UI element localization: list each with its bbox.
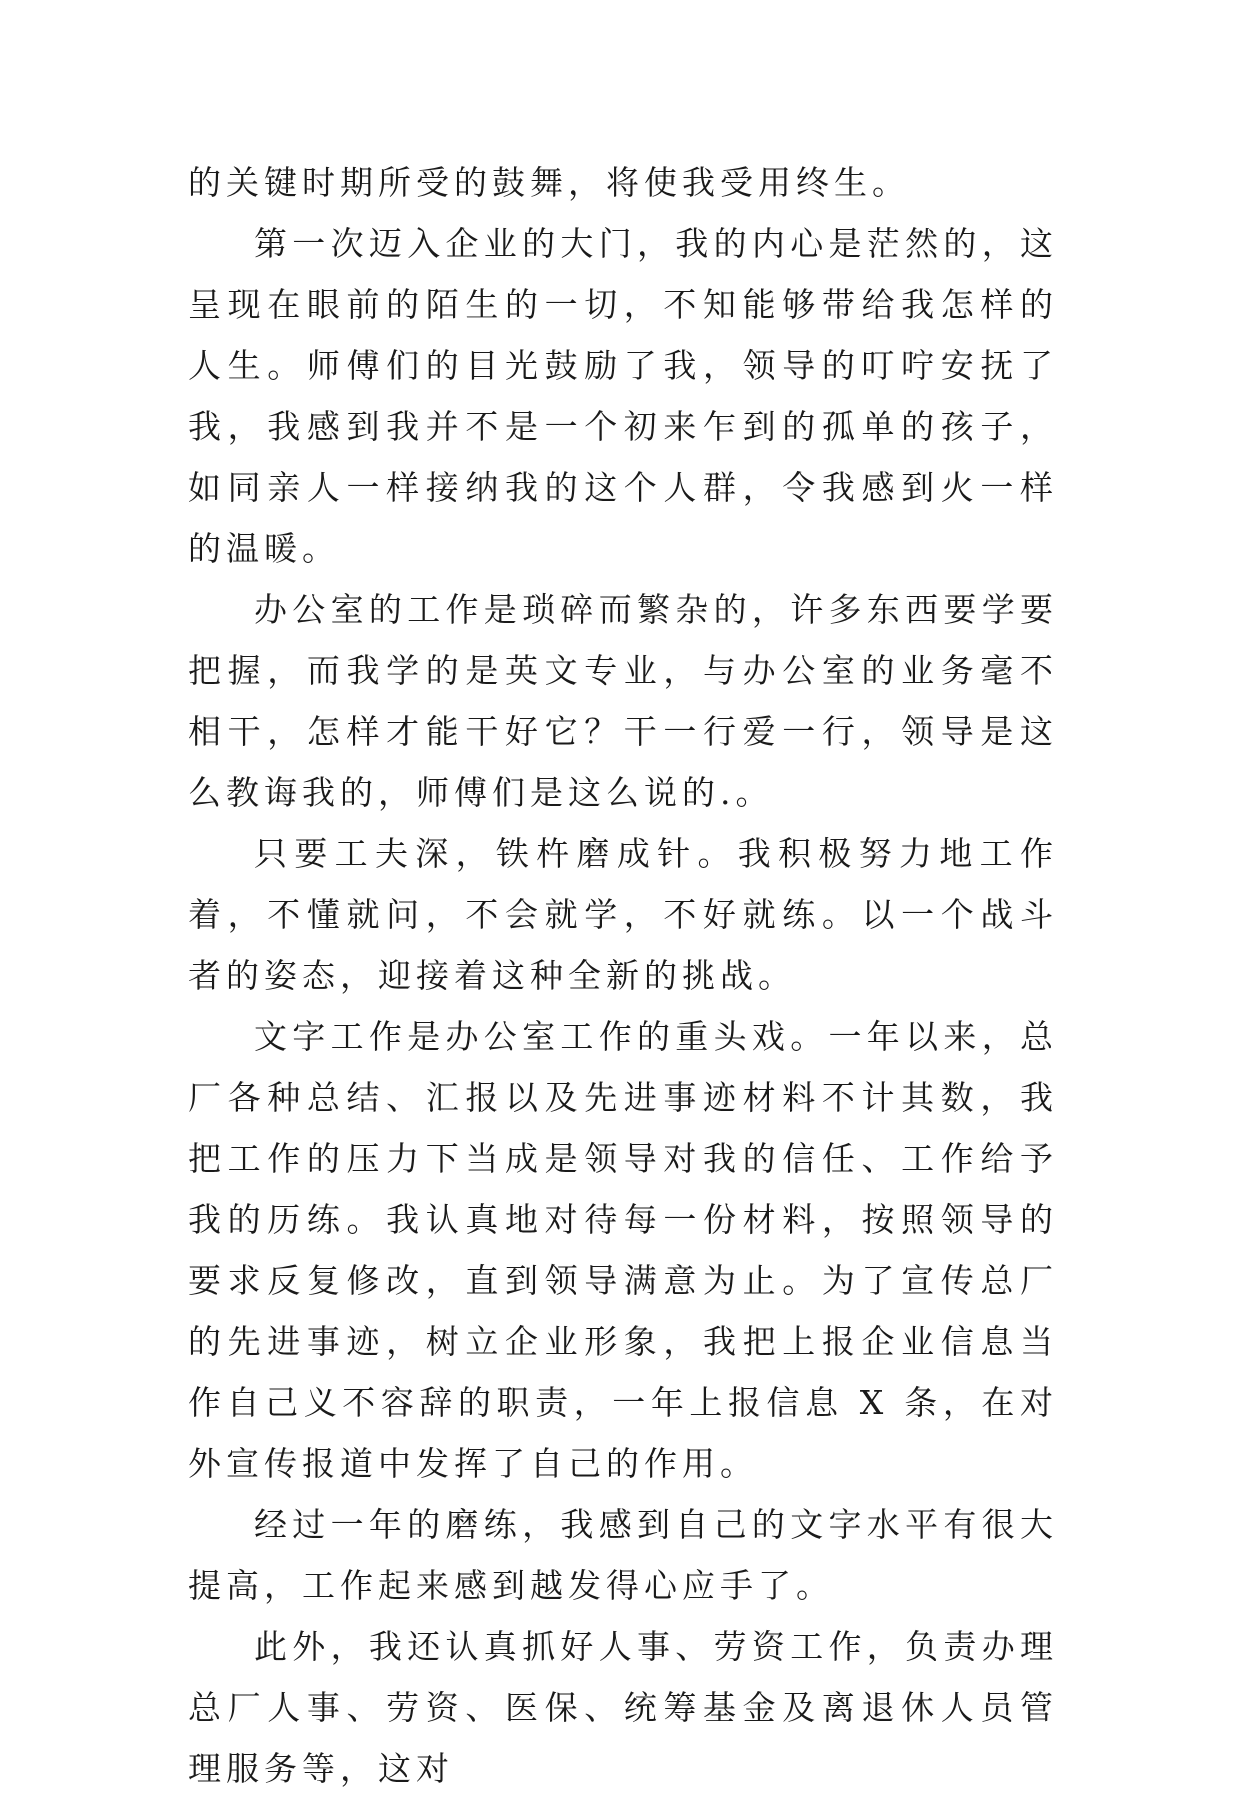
paragraph-improvement: 经过一年的磨练，我感到自己的文字水平有很大提高，工作起来感到越发得心应手了。 xyxy=(188,1505,1058,1605)
document-body xyxy=(188,152,1058,1799)
paragraph-effort: 只要工夫深，铁杵磨成针。我积极努力地工作着，不懂就问，不会就学，不好就练。以一个战斗者的姿态，迎接着这种全新的挑战。 xyxy=(188,834,1058,995)
paragraph-writing-work: 文字工作是办公室工作的重头戏。一年以来，总厂各种总结、汇报以及先进事迹材料不计其数，我把工作的压力下当成是领导对我的信任、工作给予我的历练。我认真地对待每一份材料，按照领导的要求反复修改，直到领导满意为止。为了宣传总厂的先进事迹，树立企业形象，我把上报企业信息当作自己义不容辞的职责，一年上报信息 X 条，在对外宣传报道中发挥了自己的作用。 xyxy=(188,1017,1058,1483)
paragraph-office-work: 办公室的工作是琐碎而繁杂的，许多东西要学要把握，而我学的是英文专业，与办公室的业务毫不相干，怎样才能干好它？干一行爱一行，领导是这么教诲我的，师傅们是这么说的.。 xyxy=(188,590,1058,812)
paragraph-continuation: 的关键时期所受的鼓舞，将使我受用终生。 xyxy=(188,163,910,202)
paragraph-first-day: 第一次迈入企业的大门，我的内心是茫然的，这呈现在眼前的陌生的一切，不知能够带给我怎样的人生。师傅们的目光鼓励了我，领导的叮咛安抚了我，我感到我并不是一个初来乍到的孤单的孩子，如同亲人一样接纳我的这个人群，令我感到火一样的温暖。 xyxy=(188,224,1058,568)
paragraph-hr-work: 此外，我还认真抓好人事、劳资工作，负责办理总厂人事、劳资、医保、统筹基金及离退休人员管理服务等，这对 xyxy=(188,1627,1058,1788)
